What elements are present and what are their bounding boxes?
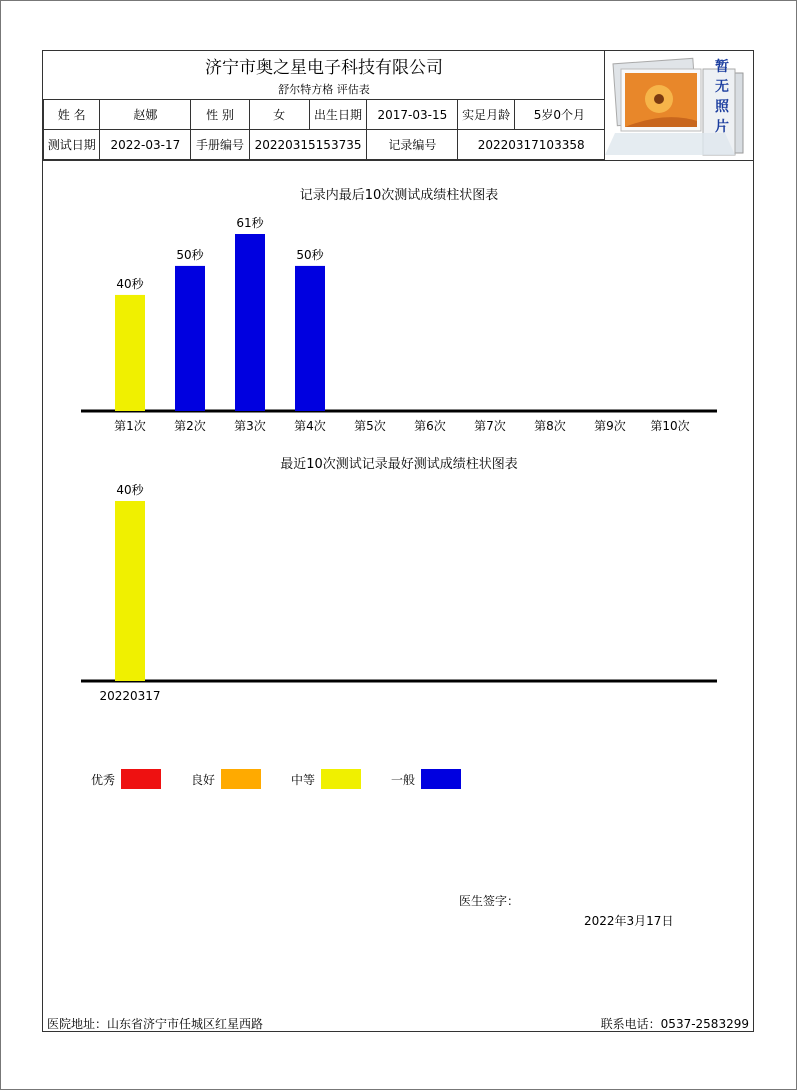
report-page: [42, 50, 754, 1032]
category-label: 第7次: [474, 419, 506, 433]
name-label: 姓 名: [44, 100, 100, 130]
legend-label: 优秀: [91, 773, 116, 787]
chart-bar: [175, 266, 205, 411]
record-label: 记录编号: [367, 130, 458, 160]
chart-bar: [295, 266, 325, 411]
photo-placeholder: [605, 51, 753, 161]
category-label: 第6次: [414, 419, 446, 433]
legend-item-normal: [391, 771, 415, 788]
chart2: [43, 471, 755, 711]
photo-char: 无: [715, 79, 729, 95]
manual-value: 20220315153735: [249, 130, 367, 160]
info-table: [43, 99, 605, 160]
category-label: 第1次: [114, 419, 146, 433]
legend-swatch-good: [221, 769, 261, 789]
category-label: 第5次: [354, 419, 386, 433]
company-name: 济宁市奥之星电子科技有限公司: [205, 58, 443, 78]
bar-value-label: 61秒: [236, 216, 264, 230]
bar-value-label: 50秒: [296, 247, 324, 262]
category-label: 20220317: [99, 689, 161, 703]
legend-item-excellent: [91, 771, 115, 788]
legend-swatch-normal: [421, 769, 461, 789]
report-subtitle: 舒尔特方格 评估表: [278, 83, 370, 96]
bar-value-label: 40秒: [116, 483, 144, 497]
legend-label: 中等: [291, 773, 316, 787]
age-label: 实足月龄: [458, 100, 514, 130]
hospital-address: 医院地址：山东省济宁市任城区红星西路: [47, 1017, 264, 1031]
birth-value: 2017-03-15: [367, 100, 458, 130]
chart1: [43, 201, 755, 471]
legend-label: 良好: [191, 773, 216, 787]
test-date-label: 测试日期: [44, 130, 100, 160]
category-label: 第2次: [174, 419, 206, 433]
category-label: 第8次: [534, 419, 566, 433]
legend-swatch-excellent: [121, 769, 161, 789]
birth-label: 出生日期: [309, 100, 367, 130]
gender-value: 女: [249, 100, 309, 130]
legend-item-average: [291, 771, 315, 788]
photo-placeholder-icon: [605, 51, 753, 161]
legend-label: 一般: [391, 773, 416, 787]
photo-char: 片: [715, 119, 729, 135]
gender-label: 性 别: [191, 100, 249, 130]
bar-value-label: 40秒: [116, 276, 144, 291]
report-header: [43, 51, 605, 161]
category-label: 第3次: [234, 419, 266, 433]
chart1-title: 记录内最后10次测试成绩柱状图表: [299, 188, 499, 203]
photo-char: 照: [715, 99, 729, 115]
category-label: 第9次: [594, 419, 626, 433]
name-value: 赵娜: [100, 100, 191, 130]
record-value: 20220317103358: [458, 130, 605, 160]
doctor-signature-label: 医生签字：: [459, 894, 520, 908]
age-value: 5岁0个月: [514, 100, 604, 130]
legend-item-good: [191, 771, 215, 788]
contact-phone: 联系电话：0537-2583299: [600, 1017, 749, 1031]
report-date: 2022年3月17日: [584, 914, 674, 928]
bar-value-label: 50秒: [176, 247, 204, 262]
test-date-value: 2022-03-17: [100, 130, 191, 160]
chart-bar: [235, 234, 265, 411]
chart-bar: [115, 295, 145, 411]
photo-char: 暂: [715, 59, 729, 75]
chart-bar: [115, 501, 145, 681]
chart2-title: 最近10次测试记录最好测试成绩柱状图表: [280, 457, 518, 472]
category-label: 第4次: [294, 419, 326, 433]
legend-swatch-average: [321, 769, 361, 789]
category-label: 第10次: [650, 419, 690, 433]
manual-label: 手册编号: [191, 130, 249, 160]
